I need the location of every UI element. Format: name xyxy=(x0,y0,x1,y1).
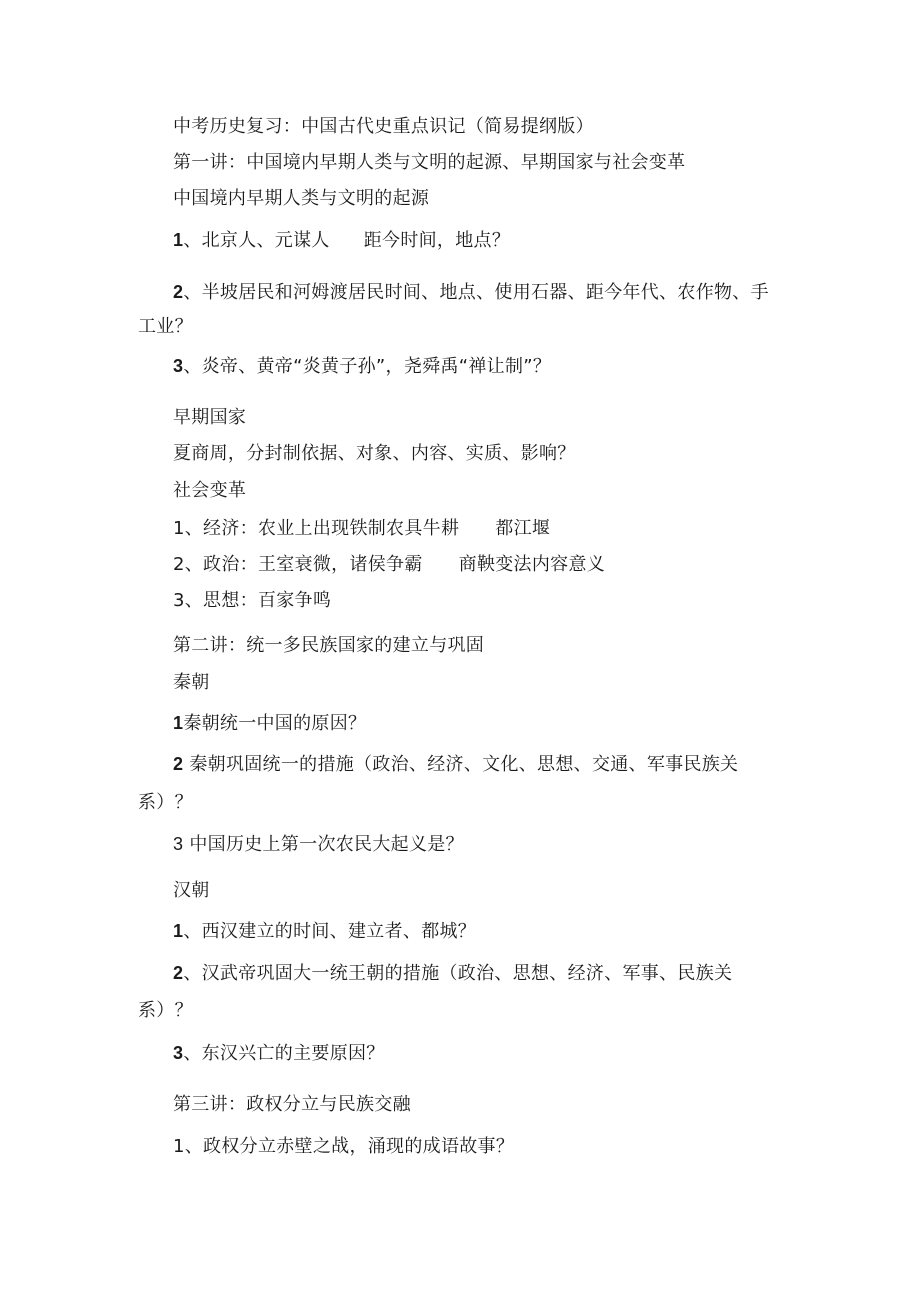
question-text: 秦朝巩固统一的措施（政治、经济、文化、思想、交通、军事民族关 xyxy=(189,754,739,775)
question-text: 秦朝统一中国的原因？ xyxy=(183,713,367,734)
section-state-line: 夏商周，分封制依据、对象、内容、实质、影响？ xyxy=(173,443,576,464)
question-number: 2 xyxy=(173,754,184,774)
qin-question-3 xyxy=(173,833,464,856)
qin-question-1 xyxy=(173,712,366,735)
item-text: 1、经济：农业上出现铁制农具牛耕 xyxy=(173,518,460,539)
question-text: 、东汉兴亡的主要原因？ xyxy=(183,1043,385,1064)
question-number: 1 xyxy=(173,230,184,250)
question-number: 1 xyxy=(173,713,184,733)
han-question-1 xyxy=(173,920,476,943)
han-question-2 xyxy=(173,962,732,985)
question-text: 、半坡居民和河姆渡居民时间、地点、使用石器、距今年代、农作物、手 xyxy=(183,282,769,303)
question-text-2: 距今时间，地点？ xyxy=(363,230,511,251)
section-origin-heading: 中国境内早期人类与文明的起源 xyxy=(173,188,430,209)
question-text: 、炎帝、黄帝“炎黄子孙”，尧舜禹“禅让制”？ xyxy=(183,356,552,377)
reform-item-1 xyxy=(173,518,550,540)
question-text: 、汉武帝巩固大一统王朝的措施（政治、思想、经济、军事、民族关 xyxy=(183,963,733,984)
reform-item-3: 3、思想：百家争鸣 xyxy=(173,590,332,611)
origin-question-2 xyxy=(173,281,769,304)
item-text: 2、政治：王室衰微，诸侯争霸 xyxy=(173,554,423,575)
lecture3-heading: 第三讲：政权分立与民族交融 xyxy=(173,1094,411,1115)
document-title: 中考历史复习：中国古代史重点识记（简易提纲版） xyxy=(173,116,594,137)
han-question-2-continued: 系）？ xyxy=(138,1000,193,1021)
question-text: 中国历史上第一次农民大起义是？ xyxy=(189,834,464,855)
han-heading: 汉朝 xyxy=(173,880,210,901)
reform-item-2 xyxy=(173,554,605,576)
qin-question-2 xyxy=(173,753,738,776)
qin-question-2-continued: 系）？ xyxy=(138,792,193,813)
question-number: 2 xyxy=(173,282,184,302)
question-text: 、北京人、元谋人 xyxy=(183,230,330,251)
question-number: 1 xyxy=(173,921,184,941)
section-reform-heading: 社会变革 xyxy=(173,480,247,501)
section-state-heading: 早期国家 xyxy=(173,407,247,428)
question-number: 3 xyxy=(173,356,184,376)
qin-heading: 秦朝 xyxy=(173,672,210,693)
origin-question-1 xyxy=(173,229,510,252)
question-number: 3 xyxy=(173,834,184,854)
lecture1-heading: 第一讲：中国境内早期人类与文明的起源、早期国家与社会变革 xyxy=(173,152,686,173)
lecture3-item-1: 1、政权分立赤壁之战，涌现的成语故事？ xyxy=(173,1136,515,1157)
lecture2-heading: 第二讲：统一多民族国家的建立与巩固 xyxy=(173,635,485,656)
item-text-2: 商鞅变法内容意义 xyxy=(458,554,606,575)
han-question-3 xyxy=(173,1042,385,1065)
question-number: 3 xyxy=(173,1043,184,1063)
question-text: 、西汉建立的时间、建立者、都城？ xyxy=(183,921,477,942)
item-text-2: 都江堰 xyxy=(495,518,551,539)
origin-question-2-continued: 工业？ xyxy=(138,316,193,337)
origin-question-3 xyxy=(173,355,551,378)
question-number: 2 xyxy=(173,963,184,983)
